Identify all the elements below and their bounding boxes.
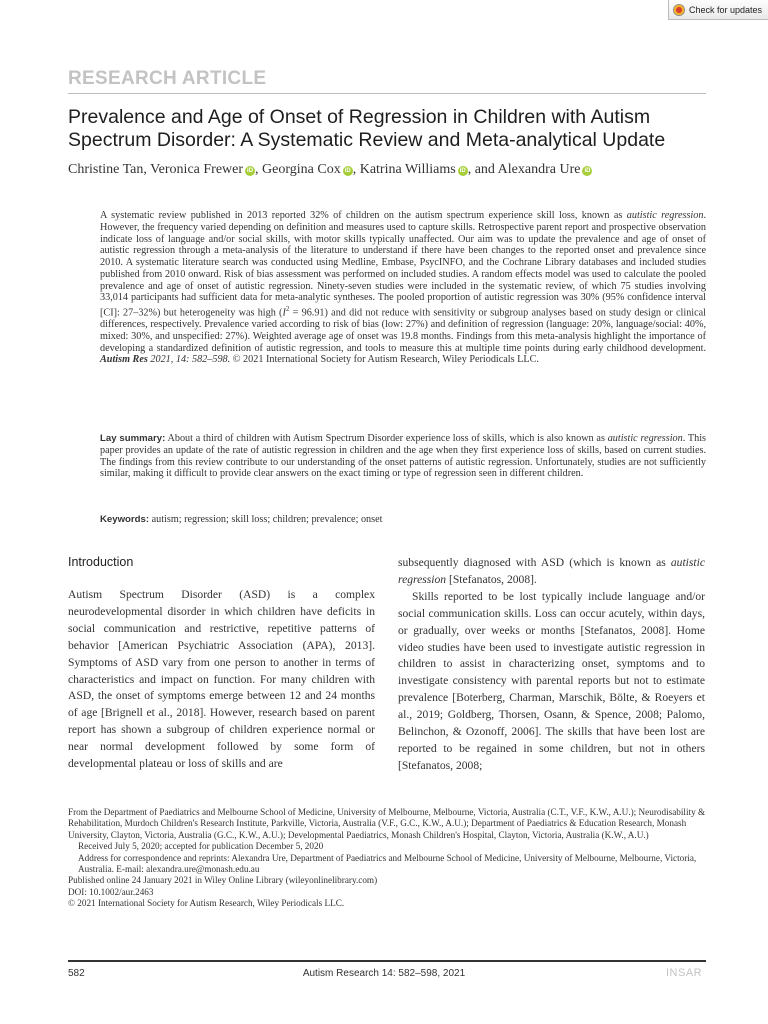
article-type-label: RESEARCH ARTICLE bbox=[68, 68, 267, 89]
check-for-updates-button[interactable] bbox=[668, 0, 768, 20]
body-column-right bbox=[398, 555, 705, 775]
crossmark-icon bbox=[673, 4, 685, 16]
author-list: Christine Tan, Veronica Frewer iD , Georgina Cox iD , Katrina Williams iD , and Alexandra Ure iD bbox=[68, 162, 591, 177]
received-date: Received July 5, 2020; accepted for publication December 5, 2020 bbox=[78, 841, 324, 852]
author-name[interactable]: Katrina Williams bbox=[359, 162, 456, 177]
lay-summary-label: Lay summary: bbox=[100, 433, 166, 444]
journal-abbrev: Autism Res bbox=[100, 354, 148, 366]
society-logo: INSAR bbox=[666, 967, 703, 979]
footnote-copyright: © 2021 International Society for Autism Research, Wiley Periodicals LLC. bbox=[68, 898, 345, 909]
correspondence: Address for correspondence and reprints: Alexandra Ure, Department of Paediatrics and Melbourne School of Medicine, University of Melbourne, Melbourne, Victoria, Australia. E-mail: alexandra.ure@monash.edu.au bbox=[78, 852, 697, 875]
orcid-icon[interactable]: iD bbox=[247, 168, 254, 174]
affiliations: From the Department of Paediatrics and Melbourne School of Medicine, University of Melbourne, Melbourne, Victoria, Australia (C.T., V.F., K.W., A.U.); Neurodisability & Rehabilitation, Murdoch Children's Research Institute, Parkville, Victoria, Australia (V.F., G.C., K.W., A.U.); Department of Paediatrics & Education Research, Monash University, Clayton, Victoria, Australia (G.C., K.W., A.U.); Developmental Paediatrics, Monash Children's Hospital, Clayton, Victoria, Australia (K.W., A.U.) bbox=[68, 807, 706, 840]
keywords-label: Keywords: bbox=[100, 514, 150, 525]
footnotes bbox=[68, 807, 706, 910]
doi[interactable]: DOI: 10.1002/aur.2463 bbox=[68, 886, 154, 897]
running-footer: Autism Research 14: 582–598, 2021 bbox=[302, 968, 466, 979]
header-divider bbox=[68, 93, 706, 94]
article-title: Prevalence and Age of Onset of Regression in Children with Autism Spectrum Disorder: A Systematic Review and Meta-analytical Update bbox=[68, 106, 666, 151]
body-paragraph: Autism Spectrum Disorder (ASD) is a complex neurodevelopmental disorder in which children have deficits in social communication and restrictive, repetitive patterns of behavior [American Psychiatric Association (APA), 2013]. Symptoms of ASD vary from one person to another in terms of characteristics and impact on function. For many children with ASD, the onset of symptoms emerge between 12 and 24 months of age [Brignell et al., 2018]. However, research based on parent report has shown a subgroup of children experience normal or near normal development followed by some form of developmental plateau or loss of skills and are bbox=[68, 588, 375, 771]
author-name[interactable]: Georgina Cox bbox=[262, 162, 341, 177]
published-online: Published online 24 January 2021 in Wiley Online Library (wileyonlinelibrary.com) bbox=[68, 875, 378, 886]
page-number: 582 bbox=[68, 968, 85, 979]
body-paragraph: subsequently diagnosed with ASD (which is known as autistic regression [Stefanatos, 2008]. bbox=[398, 556, 705, 586]
orcid-icon[interactable]: iD bbox=[344, 168, 351, 174]
footer-divider bbox=[68, 960, 706, 962]
abstract: A systematic review published in 2013 reported 32% of children on the autism spectrum experience skill loss, known as autistic regression. However, the frequency varied depending on definition and measures used to capture skills. Retrospective parent report and prospective observation indicate loss of language and/or social skills, with motor skills typically unaffected. Our aim was to update the prevalence and age of onset of autistic regression through a meta-analysis of the literature to understand if there have been changes to the reported onset and prevalence since 2010. A systematic literature search was conducted using Medline, Embase, PsycINFO, and the Cochrane Library databases and included studies published from 2010 onward. Risk of bias assessment was performed on included studies. A random effects model was used to calculate the pooled prevalence and age of onset of autistic regression. Ninety-seven studies were included in the systematic review, of which 75 studies involving 33,014 participants had sufficient data for meta-analytic syntheses. The pooled proportion of autistic regression was 30% (95% confidence interval [CI]: 27–32%) but heterogeneity was high $(I^2 = 96.91)$ and did not reduce with sensitivity or subgroup analyses based on study design or clinical differences, respectively. Prevalence varied according to risk of bias (low: 27%) and definition of regression (language: 20%, language/social: 40%, mixed: 30%, and unspecified: 27%). Weighted average age of onset was 19.8 months. Findings from this meta-analysis highlight the importance of developing a standardized definition of autistic regression, and tools to measure this at multiple time points during early childhood development. Autism Res 2021, 14: 582–598. © 2021 International Society for Autism Research, Wiley Periodicals LLC. bbox=[100, 210, 706, 366]
author-name[interactable]: Christine Tan bbox=[68, 162, 144, 177]
orcid-icon[interactable]: iD bbox=[459, 168, 466, 174]
keywords: Keywords: autism; regression; skill loss; children; prevalence; onset bbox=[100, 514, 383, 525]
orcid-icon[interactable]: iD bbox=[584, 168, 591, 174]
section-heading-introduction: Introduction bbox=[68, 555, 134, 569]
author-name[interactable]: Alexandra Ure bbox=[497, 162, 581, 177]
check-for-updates-label: Check for updates bbox=[689, 4, 763, 15]
body-column-left bbox=[68, 587, 375, 773]
body-paragraph: Skills reported to be lost typically include language and/or social communication skills. Loss can occur acutely, within days, or gradually, over weeks or months [Stefanatos, 2008]. Home video studies have been used to investigate autistic regression in children to assist in characterizing onset, symptoms and to investigate consistency with parental reports but not to estimate prevalence [Boterberg, Charman, Marschik, Bölte, & Roeyers et al., 2019; Goldberg, Thorsen, Osann, & Spence, 2008; Palomo, Belinchon, & Ozonoff, 2006]. The skills that have been lost are reported to be regained in some children, but not in others [Stefanatos, 2008; bbox=[398, 589, 705, 772]
lay-summary: Lay summary: About a third of children with Autism Spectrum Disorder experience loss of skills, which is also known as autistic regression. This paper provides an update of the rate of autistic regression in children and the age when they first experience loss of skills, based on current studies. The findings from this review contribute to our understanding of the onset patterns of autistic regression. Unfortunately, studies are not sufficiently similar, making it difficult to provide clear answers on the exact timing or type of regression seen in different children. bbox=[100, 433, 706, 480]
author-name[interactable]: Veronica Frewer bbox=[150, 162, 244, 177]
